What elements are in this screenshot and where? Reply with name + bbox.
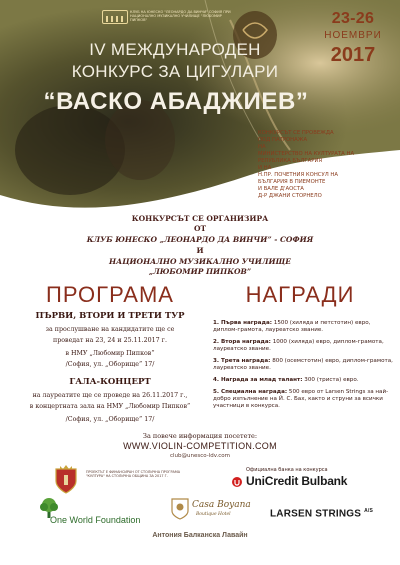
casa-boyana-subtitle: Boutique Hotel: [196, 512, 231, 517]
larsen-strings-suffix: A/S: [364, 508, 374, 514]
prize-label: 5. Специална награда:: [213, 389, 288, 395]
unicredit-logo-icon: [232, 477, 242, 487]
sofia-municipality-crest-icon: [52, 465, 80, 495]
rounds-text-line: за прослушване на кандидатите ще се: [45, 326, 175, 333]
prize-item: [213, 358, 393, 372]
title-competition-name: “ВАСКО АБАДЖИЕВ”: [43, 88, 309, 115]
prize-text: 1000 (хиляда) евро, диплом-грамота, лауреатско звание.: [213, 339, 384, 352]
patronage-line: КОНКУРСЪТ СЕ ПРОВЕЖДА: [258, 130, 334, 136]
event-year: 2017: [330, 44, 376, 66]
prizes-list: [213, 320, 393, 415]
prize-text: 1500 (хиляда и петстотин) евро, диплом-грамота, лауреатско звание.: [213, 320, 371, 333]
one-world-foundation-logo: One World Foundation: [50, 515, 141, 525]
rounds-text-line: /София, ул. „Оборище” 17/: [65, 361, 155, 368]
more-info-label: За повече информация посетете:: [142, 432, 258, 440]
organizers-and: И: [196, 246, 204, 255]
patronage-line: РЕПУБЛИКА БЪЛГАРИЯ: [258, 158, 323, 164]
patronage-notice: [258, 130, 398, 200]
casa-boyana-crest-icon: [170, 497, 190, 521]
unicredit-bulbank-logo: UniCredit Bulbank: [246, 474, 348, 488]
title-line-2: КОНКУРС ЗА ЦИГУЛАРИ: [71, 62, 279, 81]
prize-text: 800 (осемстотин) евро, диплом-грамота, лауреатско звание.: [213, 358, 393, 371]
patronage-line: Н.ПР. ПОЧЕТНИЯ КОНСУЛ НА: [258, 172, 338, 178]
patronage-line: Д-Р ДЖАНИ СТОРНЕЛО: [258, 193, 322, 199]
prize-label: 3. Трета награда:: [213, 358, 271, 364]
patronage-line: ПОД ПАТРОНАЖА: [258, 137, 308, 143]
patronage-line: БЪЛГАРИЯ В ПИЕМОНТЕ: [258, 179, 326, 185]
prizes-heading: НАГРАДИ: [245, 282, 355, 307]
larsen-strings-logo: [270, 508, 373, 519]
unesco-logo: [102, 10, 128, 24]
prize-item: [213, 320, 393, 334]
gala-text-line: на лауреатите ще се проведе на 26.11.2017 г.,: [32, 392, 188, 399]
patronage-line: И ВАЛЕ Д'АОСТА: [258, 186, 304, 192]
event-month: НОЕМВРИ: [324, 30, 382, 41]
email-link[interactable]: club@unesco-ldv.com: [169, 453, 231, 459]
rounds-heading: ПЪРВИ, ВТОРИ И ТРЕТИ ТУР: [35, 311, 185, 321]
gala-text-line: /София, ул. „Оборище” 17/: [65, 416, 155, 423]
prize-text: 500 евро от Larsen Strings за най-добро изпълнение на Й. С. Бах, както и струни за всички участници в конкурса.: [213, 389, 389, 409]
organizer-school-name: „ЛЮБОМИР ПИПКОВ”: [148, 267, 252, 276]
gala-heading: ГАЛА-КОНЦЕРТ: [69, 377, 151, 387]
prize-item: [213, 377, 393, 384]
program-heading: ПРОГРАМА: [46, 282, 174, 307]
website-link[interactable]: WWW.VIOLIN-COMPETITION.COM: [123, 441, 277, 451]
prize-label: 4. Награда за млад талант:: [213, 377, 303, 383]
event-date-range: 23-26: [331, 10, 375, 27]
prize-label: 1. Първа награда:: [213, 320, 272, 326]
patronage-line: МИНИСТЕРСТВО НА КУЛТУРАТА НА: [258, 151, 355, 157]
organizers-intro: КОНКУРСЪТ СЕ ОРГАНИЗИРА: [131, 214, 269, 223]
rounds-text-line: проведат на 23, 24 и 25.11.2017 г.: [53, 337, 167, 344]
prize-item: [213, 339, 393, 353]
casa-boyana-name: Casa Boyana: [192, 500, 251, 510]
unesco-club-caption: КЛУБ НА ЮНЕСКО "ЛЕОНАРДО ДА ВИНЧИ" СОФИЯ ПРИ НАЦИОНАЛНО МУЗИКАЛНО УЧИЛИЩЕ "ЛЮБОМИР ПИПКОВ": [130, 10, 231, 23]
gala-text-line: в концертната зала на НМУ „Любомир Пипков”: [29, 403, 191, 410]
organizer-school: НАЦИОНАЛНО МУЗИКАЛНО УЧИЛИЩЕ: [109, 257, 291, 266]
prize-text: 300 (триста) евро.: [302, 377, 359, 383]
organizers-from: ОТ: [193, 224, 207, 233]
rounds-text-line: в НМУ „Любомир Пипков”: [65, 350, 155, 357]
larsen-strings-name: LARSEN STRINGS: [270, 508, 362, 520]
official-bank-label: Официална банка на конкурса: [246, 467, 328, 473]
funding-note: ПРОЕКТЪТ Е ФИНАНСИРАН ОТ СТОЛИЧНА ПРОГРАМА "КУЛТУРА" НА СТОЛИЧНА ОБЩИНА ЗА 2017 Г.: [86, 470, 181, 479]
patronage-line: И НА: [258, 165, 272, 171]
prize-item: [213, 389, 393, 410]
patronage-line: НА: [258, 144, 266, 150]
title-line-1: IV МЕЖДУНАРОДЕН: [89, 40, 261, 59]
organizer-club: КЛУБ ЮНЕСКО „ЛЕОНАРДО ДА ВИНЧИ” - СОФИЯ: [86, 235, 314, 244]
designer-credit: Антония Балканска Лавайн: [152, 532, 248, 539]
prize-label: 2. Втора награда:: [213, 339, 271, 345]
